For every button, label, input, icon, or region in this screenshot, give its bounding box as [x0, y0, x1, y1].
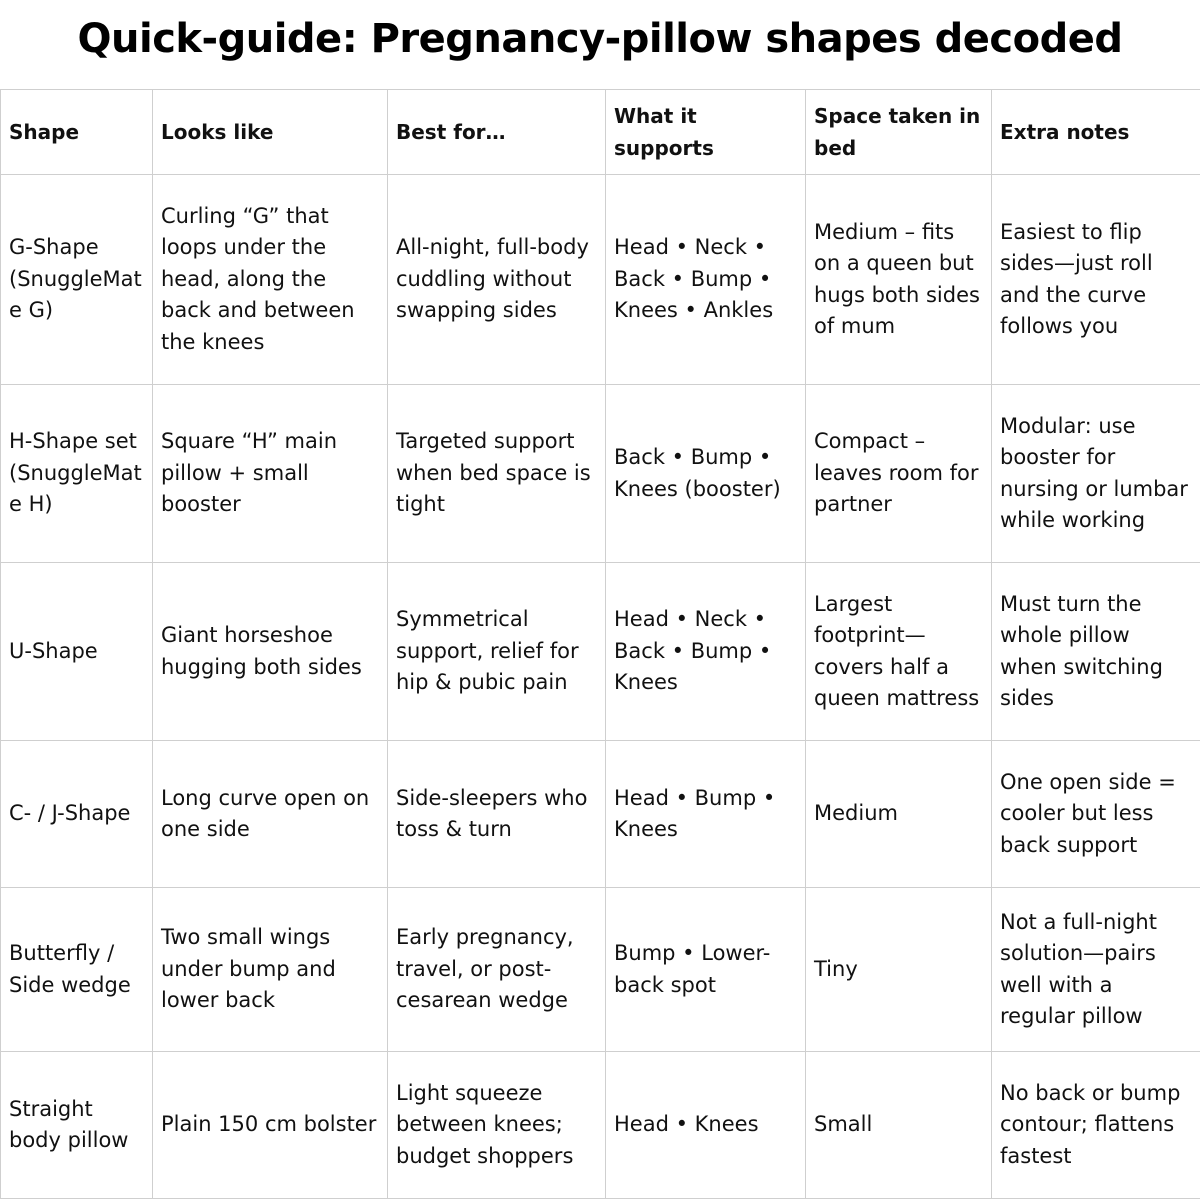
cell-looks-like: Giant horseshoe hugging both sides: [153, 563, 388, 741]
cell-notes: One open side = cooler but less back support: [992, 741, 1200, 888]
cell-shape: G-Shape (SnuggleMate G): [1, 175, 153, 385]
cell-best-for: Side-sleepers who toss & turn: [388, 741, 606, 888]
column-header-shape: Shape: [1, 90, 153, 175]
cell-looks-like: Long curve open on one side: [153, 741, 388, 888]
table-row: [1, 563, 1200, 741]
page-title: Quick-guide: Pregnancy-pillow shapes decoded: [77, 16, 1123, 62]
column-header-space: Space taken in bed: [806, 90, 992, 175]
column-header-best-for: Best for…: [388, 90, 606, 175]
cell-space: Small: [806, 1052, 992, 1199]
cell-supports: Back • Bump • Knees (booster): [606, 385, 806, 563]
cell-looks-like: Two small wings under bump and lower back: [153, 888, 388, 1052]
table-row: [1, 741, 1200, 888]
cell-shape: Straight body pillow: [1, 1052, 153, 1199]
table-row: [1, 1052, 1200, 1199]
table-row: [1, 175, 1200, 385]
cell-looks-like: Square “H” main pillow + small booster: [153, 385, 388, 563]
cell-space: Medium: [806, 741, 992, 888]
cell-supports: Head • Neck • Back • Bump • Knees • Ankles: [606, 175, 806, 385]
column-header-notes: Extra notes: [992, 90, 1200, 175]
cell-notes: Modular: use booster for nursing or lumbar while working: [992, 385, 1200, 563]
table-row: [1, 385, 1200, 563]
column-header-supports: What it supports: [606, 90, 806, 175]
cell-supports: Head • Knees: [606, 1052, 806, 1199]
column-header-looks-like: Looks like: [153, 90, 388, 175]
cell-space: Compact – leaves room for partner: [806, 385, 992, 563]
cell-supports: Head • Neck • Back • Bump • Knees: [606, 563, 806, 741]
cell-supports: Head • Bump • Knees: [606, 741, 806, 888]
cell-best-for: Light squeeze between knees; budget shoppers: [388, 1052, 606, 1199]
cell-notes: No back or bump contour; flattens fastest: [992, 1052, 1200, 1199]
cell-space: Tiny: [806, 888, 992, 1052]
cell-notes: Must turn the whole pillow when switching sides: [992, 563, 1200, 741]
cell-space: Largest footprint—covers half a queen mattress: [806, 563, 992, 741]
cell-notes: Easiest to flip sides—just roll and the curve follows you: [992, 175, 1200, 385]
table-header-row: [1, 90, 1200, 175]
cell-shape: Butterfly / Side wedge: [1, 888, 153, 1052]
cell-notes: Not a full-night solution—pairs well with a regular pillow: [992, 888, 1200, 1052]
cell-best-for: Symmetrical support, relief for hip & pubic pain: [388, 563, 606, 741]
cell-space: Medium – fits on a queen but hugs both sides of mum: [806, 175, 992, 385]
cell-shape: H-Shape set (SnuggleMate H): [1, 385, 153, 563]
cell-looks-like: Plain 150 cm bolster: [153, 1052, 388, 1199]
cell-supports: Bump • Lower-back spot: [606, 888, 806, 1052]
cell-best-for: Early pregnancy, travel, or post-cesarean wedge: [388, 888, 606, 1052]
cell-shape: C- / J-Shape: [1, 741, 153, 888]
cell-best-for: Targeted support when bed space is tight: [388, 385, 606, 563]
pillow-comparison-table: [0, 89, 1200, 1199]
table-row: [1, 888, 1200, 1052]
cell-looks-like: Curling “G” that loops under the head, along the back and between the knees: [153, 175, 388, 385]
cell-best-for: All-night, full-body cuddling without swapping sides: [388, 175, 606, 385]
cell-shape: U-Shape: [1, 563, 153, 741]
